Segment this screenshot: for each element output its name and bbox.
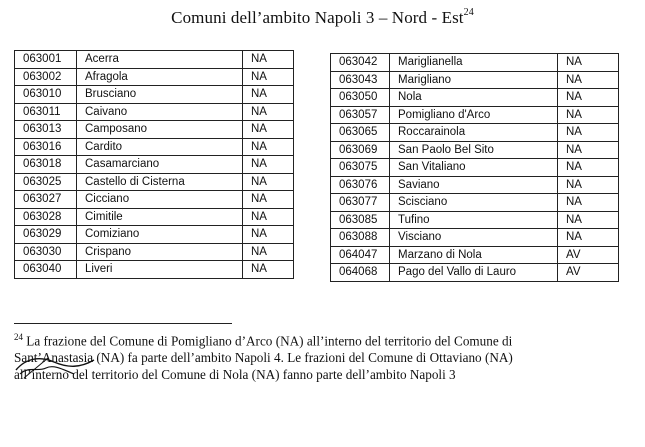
province-cell: NA [243, 226, 294, 244]
municipality-name-cell: Scisciano [390, 194, 558, 212]
table-row [15, 226, 294, 244]
istat-code-cell: 064068 [331, 264, 390, 282]
province-cell: NA [558, 106, 619, 124]
footnote-line-3: all’interno del territorio del Comune di Nola (NA) fanno parte dell’ambito Napoli 3 [14, 367, 456, 383]
municipality-name-cell: Brusciano [77, 86, 243, 104]
province-cell: NA [558, 194, 619, 212]
footnote-line-1-text: La frazione del Comune di Pomigliano d’Arco (NA) all’interno del territorio del Comune di [23, 333, 513, 349]
table-row [15, 86, 294, 104]
istat-code-cell: 063001 [15, 51, 77, 69]
table-row [15, 68, 294, 86]
municipality-name-cell: Saviano [390, 176, 558, 194]
istat-code-cell: 063075 [331, 159, 390, 177]
footnote-line-2: Sant’Anastasia (NA) fa parte dell’ambito Napoli 4. Le frazioni del Comune di Ottaviano (NA) [14, 350, 513, 366]
table-row [331, 124, 619, 142]
istat-code-cell: 063050 [331, 89, 390, 107]
table-row [331, 176, 619, 194]
municipality-name-cell: Acerra [77, 51, 243, 69]
table-row [15, 156, 294, 174]
municipalities-table-left [14, 50, 294, 279]
table-row [331, 71, 619, 89]
province-cell: NA [243, 156, 294, 174]
istat-code-cell: 063010 [15, 86, 77, 104]
province-cell: NA [243, 191, 294, 209]
province-cell: NA [558, 124, 619, 142]
istat-code-cell: 063027 [15, 191, 77, 209]
footnote-separator [14, 323, 232, 324]
province-cell: NA [243, 173, 294, 191]
istat-code-cell: 063085 [331, 211, 390, 229]
province-cell: AV [558, 246, 619, 264]
municipality-name-cell: Tufino [390, 211, 558, 229]
province-cell: AV [558, 264, 619, 282]
handwritten-pen-mark [14, 350, 104, 382]
municipalities-table-right [330, 53, 619, 282]
istat-code-cell: 063088 [331, 229, 390, 247]
municipality-name-cell: Casamarciano [77, 156, 243, 174]
page-title [0, 8, 645, 28]
istat-code-cell: 063030 [15, 243, 77, 261]
province-cell: NA [243, 138, 294, 156]
municipality-name-cell: Afragola [77, 68, 243, 86]
municipality-name-cell: Cardito [77, 138, 243, 156]
istat-code-cell: 063043 [331, 71, 390, 89]
province-cell: NA [243, 103, 294, 121]
table-row [15, 51, 294, 69]
table-row [331, 54, 619, 72]
province-cell: NA [243, 86, 294, 104]
istat-code-cell: 063002 [15, 68, 77, 86]
municipality-name-cell: Crispano [77, 243, 243, 261]
istat-code-cell: 063028 [15, 208, 77, 226]
municipality-name-cell: Marigliano [390, 71, 558, 89]
istat-code-cell: 063057 [331, 106, 390, 124]
municipality-name-cell: Nola [390, 89, 558, 107]
municipality-name-cell: Camposano [77, 121, 243, 139]
table-row [15, 243, 294, 261]
province-cell: NA [243, 208, 294, 226]
istat-code-cell: 063018 [15, 156, 77, 174]
istat-code-cell: 063065 [331, 124, 390, 142]
table-row [331, 141, 619, 159]
table-row [331, 229, 619, 247]
table-row [331, 194, 619, 212]
table-row [15, 191, 294, 209]
istat-code-cell: 063077 [331, 194, 390, 212]
istat-code-cell: 063042 [331, 54, 390, 72]
municipality-name-cell: Marzano di Nola [390, 246, 558, 264]
table-row [15, 138, 294, 156]
province-cell: NA [243, 243, 294, 261]
province-cell: NA [558, 229, 619, 247]
province-cell: NA [243, 68, 294, 86]
footnote [14, 329, 614, 383]
istat-code-cell: 064047 [331, 246, 390, 264]
province-cell: NA [558, 141, 619, 159]
municipality-name-cell: Visciano [390, 229, 558, 247]
municipality-name-cell: Caivano [77, 103, 243, 121]
footnote-ref: 24 [463, 7, 474, 19]
municipality-name-cell: Cimitile [77, 208, 243, 226]
table-row [331, 159, 619, 177]
istat-code-cell: 063040 [15, 261, 77, 279]
province-cell: NA [558, 159, 619, 177]
province-cell: NA [558, 89, 619, 107]
province-cell: NA [558, 211, 619, 229]
municipality-name-cell: San Paolo Bel Sito [390, 141, 558, 159]
istat-code-cell: 063029 [15, 226, 77, 244]
table-row [331, 89, 619, 107]
municipality-name-cell: Roccarainola [390, 124, 558, 142]
table-row [15, 103, 294, 121]
table-row [15, 173, 294, 191]
istat-code-cell: 063076 [331, 176, 390, 194]
istat-code-cell: 063013 [15, 121, 77, 139]
table-row [15, 121, 294, 139]
municipality-name-cell: Liveri [77, 261, 243, 279]
municipality-name-cell: Comiziano [77, 226, 243, 244]
municipality-name-cell: Castello di Cisterna [77, 173, 243, 191]
table-row [331, 264, 619, 282]
province-cell: NA [243, 261, 294, 279]
province-cell: NA [243, 51, 294, 69]
istat-code-cell: 063069 [331, 141, 390, 159]
province-cell: NA [558, 71, 619, 89]
table-row [331, 106, 619, 124]
istat-code-cell: 063025 [15, 173, 77, 191]
table-row [15, 261, 294, 279]
province-cell: NA [558, 176, 619, 194]
footnote-line-1 [14, 329, 614, 349]
table-row [15, 208, 294, 226]
municipality-name-cell: Pago del Vallo di Lauro [390, 264, 558, 282]
title-text: Comuni dell’ambito Napoli 3 – Nord - Est [171, 8, 464, 27]
municipality-name-cell: San Vitaliano [390, 159, 558, 177]
province-cell: NA [558, 54, 619, 72]
istat-code-cell: 063016 [15, 138, 77, 156]
municipality-name-cell: Pomigliano d'Arco [390, 106, 558, 124]
footnote-number: 24 [14, 332, 23, 342]
table-row [331, 246, 619, 264]
province-cell: NA [243, 121, 294, 139]
municipality-name-cell: Mariglianella [390, 54, 558, 72]
table-row [331, 211, 619, 229]
istat-code-cell: 063011 [15, 103, 77, 121]
municipality-name-cell: Cicciano [77, 191, 243, 209]
